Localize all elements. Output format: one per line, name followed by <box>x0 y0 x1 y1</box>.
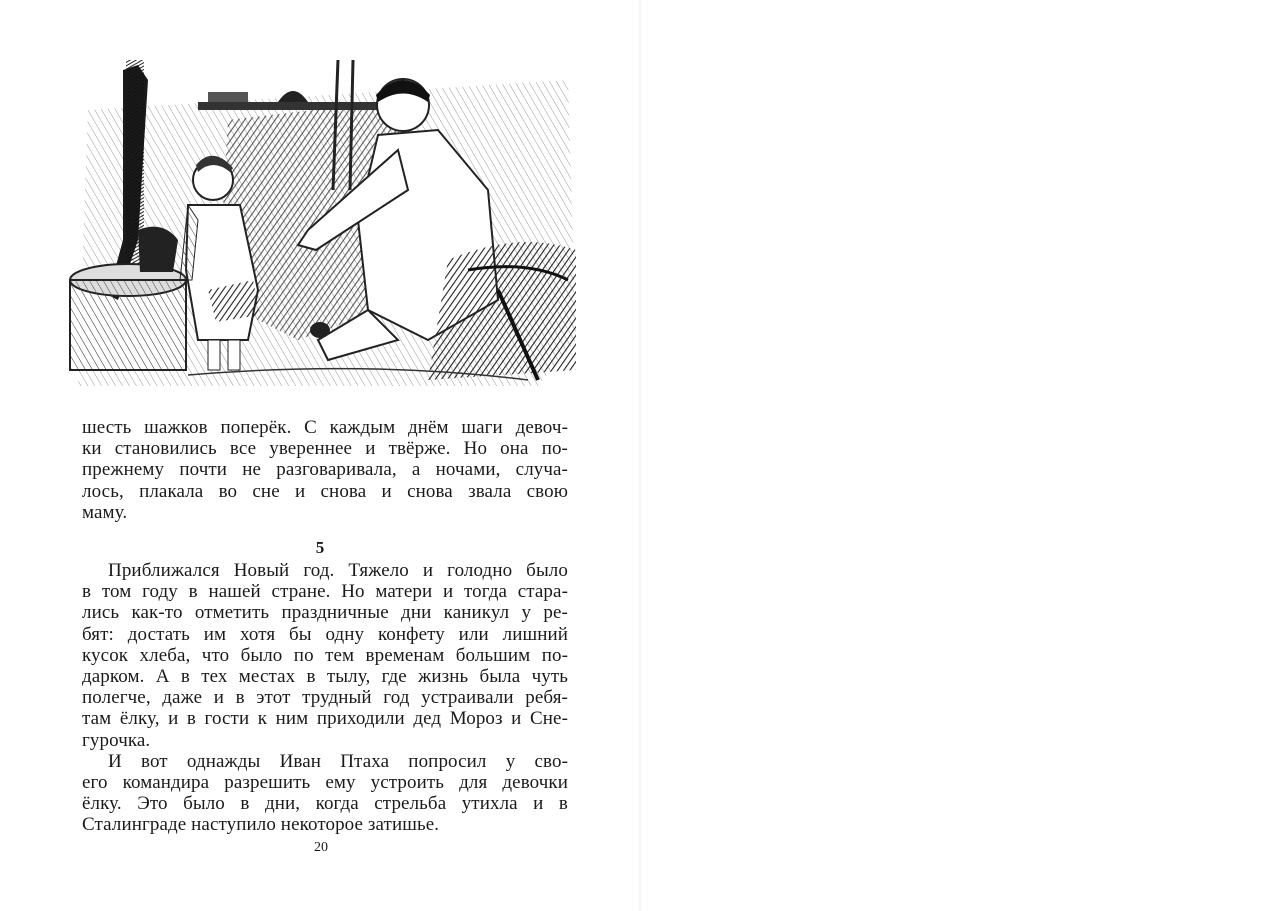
left-paragraph-1 <box>82 417 568 523</box>
text-line: ёлку. Это было в дни, когда стрельба утихла и в <box>82 793 568 815</box>
text-line: лись как-то отметить праздничные дни каникул у ре- <box>82 602 568 624</box>
text-line: шесть шажков поперёк. С каждым днём шаги девоч- <box>82 417 568 438</box>
text-line: в том году в нашей стране. Но матери и тогда стара- <box>82 581 568 603</box>
text-line: лось, плакала во сне и снова и снова звала свою <box>82 480 568 502</box>
text-line: прежнему почти не разговаривала, а ночами, случа- <box>82 459 568 481</box>
text-line: маму. <box>82 501 128 523</box>
text-line: И вот однажды Иван Птаха попросил у сво- <box>108 750 568 772</box>
text-line: полегче, даже и в этот трудный год устраивали ребя- <box>82 687 568 709</box>
text-line: кусок хлеба, что было по тем временам большим по- <box>82 644 568 666</box>
text-line: гурочка. <box>82 729 151 751</box>
text-line: там ёлку, и в гости к ним приходили дед Мороз и Сне- <box>82 708 568 730</box>
text-line: Сталинграде наступило некоторое затишье. <box>82 814 440 836</box>
right-page <box>640 0 1280 911</box>
chapter-number: 5 <box>315 538 325 557</box>
illustration-drawing <box>68 40 576 386</box>
text-line: Приближался Новый год. Тяжело и голодно было <box>108 560 568 581</box>
left-paragraph-2 <box>82 560 568 835</box>
page-number-left: 20 <box>314 840 328 855</box>
text-line: бят: достать им хотя бы одну конфету или лишний <box>82 623 568 645</box>
text-line: ки становились все увереннее и твёрже. Но она по- <box>82 438 568 460</box>
text-line: дарком. А в тех местах в тылу, где жизнь была чуть <box>82 665 568 687</box>
illustration-dugout <box>68 40 576 386</box>
text-line: его командира разрешить ему устроить для девочки <box>82 771 568 793</box>
